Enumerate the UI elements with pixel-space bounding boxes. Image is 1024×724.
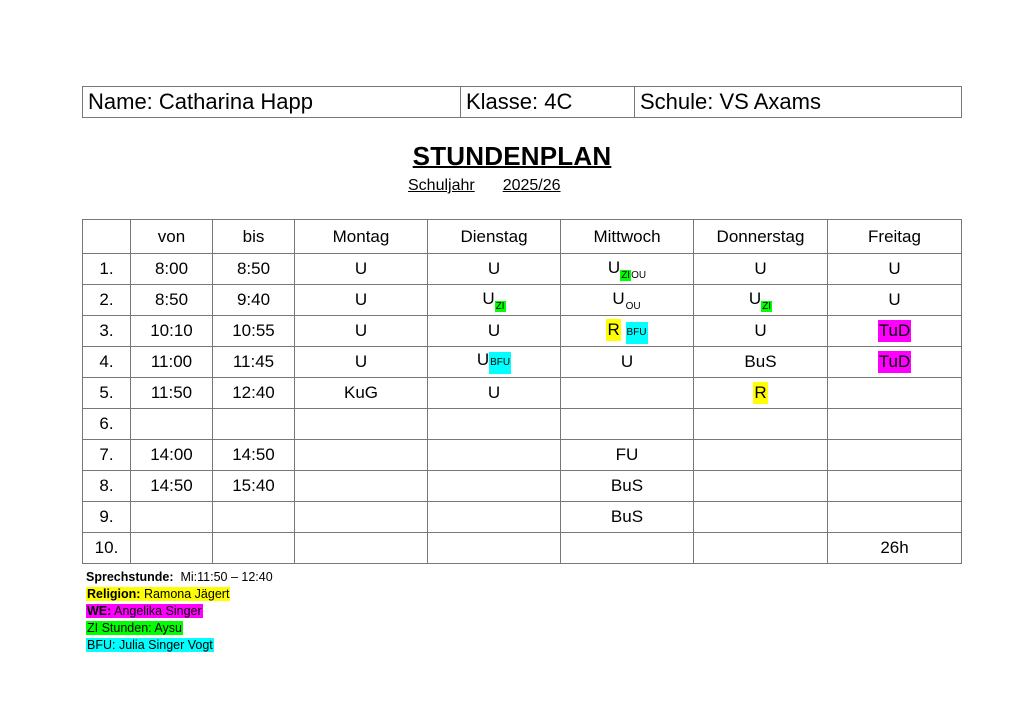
period-start (131, 533, 213, 564)
table-row (83, 254, 962, 285)
cell-freitag (828, 471, 962, 502)
office-hours: Sprechstunde: Mi:11:50 – 12:40 (86, 570, 273, 584)
period-end: 15:40 (213, 471, 295, 502)
period-end: 11:45 (213, 347, 295, 378)
period-end: 9:40 (213, 285, 295, 316)
period-start: 11:50 (131, 378, 213, 409)
cell-freitag (828, 502, 962, 533)
cell-montag (295, 533, 428, 564)
period-number: 6. (83, 409, 131, 440)
cell-donnerstag (694, 378, 828, 409)
cell-donnerstag: U (694, 316, 828, 347)
cell-montag: U (295, 316, 428, 347)
header-von: von (131, 220, 213, 254)
student-info-table (82, 86, 962, 118)
subject: U (607, 257, 621, 277)
cell-mittwoch: BuS (561, 502, 694, 533)
bfu-legend: BFU: Julia Singer Vogt (87, 638, 213, 652)
table-row (83, 440, 962, 471)
period-end (213, 409, 295, 440)
cell-freitag: U (828, 254, 962, 285)
cell-donnerstag (694, 440, 828, 471)
cell-montag (295, 502, 428, 533)
cell-freitag (828, 316, 962, 347)
zi-legend: ZI Stunden: Aysu (87, 621, 182, 635)
cell-freitag: 26h (828, 533, 962, 564)
cell-donnerstag: U (694, 254, 828, 285)
cell-montag: U (295, 285, 428, 316)
cell-mittwoch: FU (561, 440, 694, 471)
cell-donnerstag (694, 285, 828, 316)
cell-mittwoch (561, 285, 694, 316)
header-bis: bis (213, 220, 295, 254)
school-year (408, 177, 593, 195)
cell-dienstag: U (428, 316, 561, 347)
period-end: 12:40 (213, 378, 295, 409)
cell-donnerstag (694, 533, 828, 564)
religion-subject: R (754, 383, 767, 402)
header-donnerstag: Donnerstag (694, 220, 828, 254)
legend (86, 569, 273, 654)
cell-freitag (828, 378, 962, 409)
cell-montag (295, 440, 428, 471)
cell-dienstag (428, 347, 561, 378)
zi-tag: ZI (621, 269, 631, 281)
header-freitag: Freitag (828, 220, 962, 254)
period-number: 4. (83, 347, 131, 378)
cell-mittwoch: U (561, 347, 694, 378)
cell-dienstag (428, 285, 561, 316)
bfu-tag: BFU (489, 352, 511, 374)
we-legend: WE: Angelika Singer (87, 604, 202, 618)
period-end (213, 502, 295, 533)
period-start: 14:00 (131, 440, 213, 471)
subject: U (748, 288, 762, 308)
cell-mittwoch: BuS (561, 471, 694, 502)
cell-dienstag: U (428, 378, 561, 409)
cell-mittwoch (561, 316, 694, 347)
period-number: 1. (83, 254, 131, 285)
table-row (83, 471, 962, 502)
cell-mittwoch (561, 409, 694, 440)
cell-donnerstag (694, 502, 828, 533)
cell-mittwoch (561, 378, 694, 409)
cell-dienstag (428, 502, 561, 533)
cell-montag: U (295, 347, 428, 378)
class-name: Klasse: 4C (461, 87, 635, 118)
period-end: 10:55 (213, 316, 295, 347)
header-nr (83, 220, 131, 254)
period-start: 14:50 (131, 471, 213, 502)
period-start: 10:10 (131, 316, 213, 347)
period-number: 10. (83, 533, 131, 564)
we-subject: TuD (878, 352, 911, 371)
school-name: Schule: VS Axams (635, 87, 962, 118)
table-row (83, 316, 962, 347)
cell-montag (295, 471, 428, 502)
school-year-label: Schuljahr (408, 177, 475, 194)
period-number: 3. (83, 316, 131, 347)
zi-tag: ZI (495, 300, 505, 312)
student-name: Name: Catharina Happ (83, 87, 461, 118)
header-mittwoch: Mittwoch (561, 220, 694, 254)
period-number: 5. (83, 378, 131, 409)
table-row (83, 533, 962, 564)
cell-montag (295, 409, 428, 440)
period-number: 8. (83, 471, 131, 502)
cell-montag: KuG (295, 378, 428, 409)
table-row (83, 378, 962, 409)
cell-donnerstag (694, 471, 828, 502)
period-start: 8:50 (131, 285, 213, 316)
ou-tag: OU (625, 300, 641, 312)
we-subject: TuD (878, 321, 911, 340)
school-year-value: 2025/26 (502, 177, 561, 194)
cell-mittwoch (561, 254, 694, 285)
period-start (131, 409, 213, 440)
cell-dienstag (428, 409, 561, 440)
zi-tag: ZI (762, 300, 772, 312)
page-title: STUNDENPLAN (412, 141, 612, 171)
table-row (83, 502, 962, 533)
period-number: 9. (83, 502, 131, 533)
header-montag: Montag (295, 220, 428, 254)
cell-mittwoch (561, 533, 694, 564)
period-end: 14:50 (213, 440, 295, 471)
period-start: 8:00 (131, 254, 213, 285)
period-start (131, 502, 213, 533)
religion-subject: R (607, 319, 620, 339)
period-end (213, 533, 295, 564)
cell-dienstag (428, 533, 561, 564)
table-row (83, 285, 962, 316)
bfu-tag: BFU (626, 322, 648, 344)
timetable-header-row (83, 220, 962, 254)
timetable (82, 219, 962, 564)
period-number: 2. (83, 285, 131, 316)
subject: U (482, 288, 495, 308)
table-row (83, 409, 962, 440)
cell-donnerstag: BuS (694, 347, 828, 378)
header-dienstag: Dienstag (428, 220, 561, 254)
subject: U (612, 288, 625, 308)
ou-tag: OU (631, 269, 647, 281)
table-row (83, 347, 962, 378)
subject: U (476, 350, 490, 369)
period-number: 7. (83, 440, 131, 471)
cell-dienstag (428, 440, 561, 471)
cell-freitag: U (828, 285, 962, 316)
cell-freitag (828, 409, 962, 440)
religion-legend: Religion: Ramona Jägert (87, 587, 230, 601)
cell-montag: U (295, 254, 428, 285)
period-start: 11:00 (131, 347, 213, 378)
cell-dienstag (428, 471, 561, 502)
cell-freitag (828, 440, 962, 471)
period-end: 8:50 (213, 254, 295, 285)
cell-donnerstag (694, 409, 828, 440)
cell-freitag (828, 347, 962, 378)
cell-dienstag: U (428, 254, 561, 285)
